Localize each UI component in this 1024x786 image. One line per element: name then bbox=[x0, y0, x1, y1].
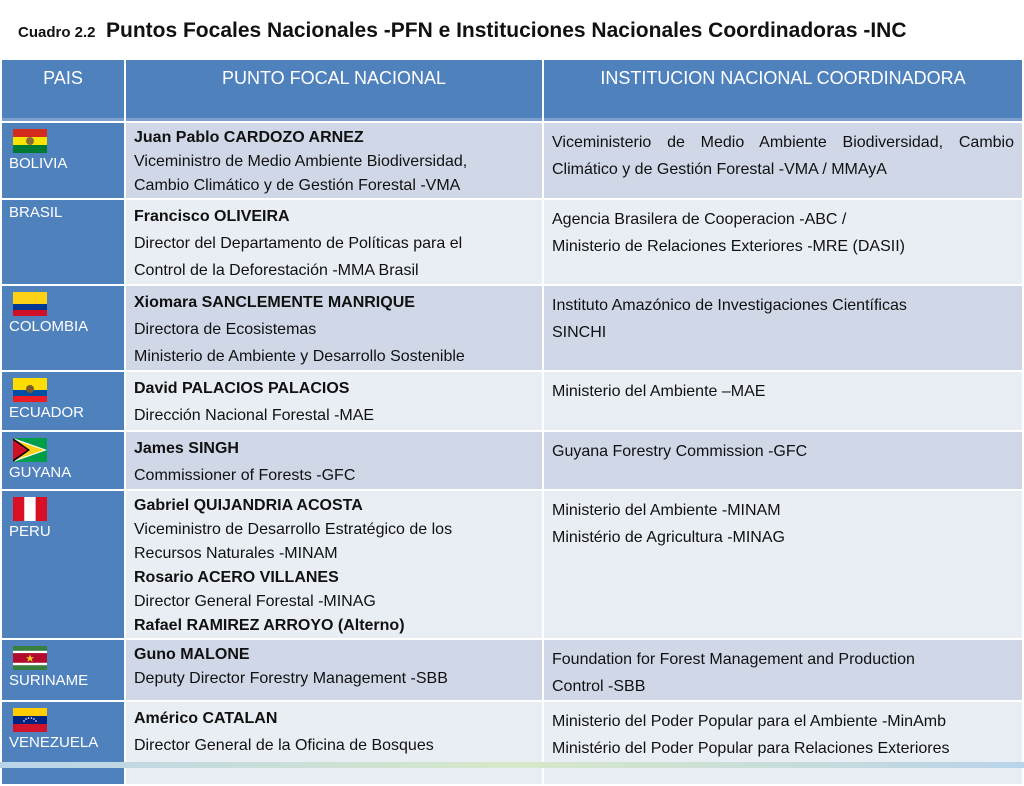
focal-point-role: Commissioner of Forests -GFC bbox=[134, 467, 356, 484]
table-row bbox=[1, 285, 1023, 371]
institution-cell bbox=[543, 701, 1023, 785]
institution-line: Ministerio del Ambiente -MINAM bbox=[552, 502, 781, 519]
institution-line: Ministério del Poder Popular para Relaciones Exteriores bbox=[552, 740, 950, 757]
country-name: PERU bbox=[9, 523, 51, 540]
focal-point-name: Guno MALONE bbox=[134, 646, 250, 663]
page-title bbox=[18, 14, 907, 48]
institution-cell bbox=[543, 199, 1023, 285]
country-cell bbox=[1, 122, 125, 199]
guyana-flag-icon bbox=[13, 438, 47, 462]
country-cell bbox=[1, 701, 125, 785]
suriname-flag-icon bbox=[13, 646, 47, 670]
institution-cell bbox=[543, 431, 1023, 490]
country-name: GUYANA bbox=[9, 464, 72, 481]
focal-point-role: Deputy Director Forestry Management -SBB bbox=[134, 670, 448, 687]
country-cell bbox=[1, 431, 125, 490]
country-cell bbox=[1, 199, 125, 285]
table-row bbox=[1, 431, 1023, 490]
table-row bbox=[1, 122, 1023, 199]
header-pfn: PUNTO FOCAL NACIONAL bbox=[125, 59, 543, 122]
focal-point-role: Director General Forestal -MINAG bbox=[134, 593, 376, 610]
ecuador-flag-icon bbox=[13, 378, 47, 402]
focal-point-role: Dirección Nacional Forestal -MAE bbox=[134, 407, 375, 424]
bottom-decoration bbox=[0, 762, 1024, 768]
country-name: COLOMBIA bbox=[9, 318, 89, 335]
peru-flag-icon bbox=[13, 497, 47, 521]
institution-line: SINCHI bbox=[552, 324, 607, 341]
title-main: Puntos Focales Nacionales -PFN e Instituciones Nacionales Coordinadoras -INC bbox=[105, 19, 907, 42]
institution-line: Ministério de Agricultura -MINAG bbox=[552, 529, 785, 546]
institution-line: Agencia Brasilera de Cooperacion -ABC / bbox=[552, 211, 847, 228]
focal-point-cell bbox=[125, 701, 543, 785]
focal-point-role: Control de la Deforestación -MMA Brasil bbox=[134, 262, 419, 279]
colombia-flag-icon bbox=[13, 292, 47, 316]
focal-points-table bbox=[0, 58, 1024, 786]
focal-point-cell bbox=[125, 371, 543, 431]
focal-point-role: Director General de la Oficina de Bosques bbox=[134, 737, 434, 754]
focal-point-role: Directora de Ecosistemas bbox=[134, 321, 317, 338]
institution-line: Instituto Amazónico de Investigaciones Científicas bbox=[552, 297, 907, 314]
table-row bbox=[1, 701, 1023, 785]
venezuela-flag-icon bbox=[13, 708, 47, 732]
country-name: ECUADOR bbox=[9, 404, 85, 421]
focal-point-role: Ministerio de Ambiente y Desarrollo Sostenible bbox=[134, 348, 465, 365]
table-row bbox=[1, 490, 1023, 639]
institution-line: Ministerio de Relaciones Exteriores -MRE (DASII) bbox=[552, 238, 905, 255]
focal-point-role: Director del Departamento de Políticas para el bbox=[134, 235, 463, 252]
table-header-row bbox=[1, 59, 1023, 122]
country-name: BRASIL bbox=[9, 204, 63, 221]
institution-cell bbox=[543, 285, 1023, 371]
institution-line: Foundation for Forest Management and Production bbox=[552, 651, 915, 668]
country-name: VENEZUELA bbox=[9, 734, 99, 751]
country-cell bbox=[1, 490, 125, 639]
institution-line: Control -SBB bbox=[552, 678, 646, 695]
table-row bbox=[1, 199, 1023, 285]
header-inc: INSTITUCION NACIONAL COORDINADORA bbox=[543, 59, 1023, 122]
focal-point-role: Recursos Naturales -MINAM bbox=[134, 545, 338, 562]
focal-point-cell bbox=[125, 285, 543, 371]
focal-point-cell bbox=[125, 122, 543, 199]
focal-point-name: Juan Pablo CARDOZO ARNEZ bbox=[134, 129, 364, 146]
institution-cell bbox=[543, 122, 1023, 199]
institution-cell bbox=[543, 371, 1023, 431]
institution-line: Cambio Climático y de Gestión Forestal -VMA / MMAyA bbox=[552, 134, 1014, 178]
institution-line: Ministerio del Poder Popular para el Ambiente -MinAmb bbox=[552, 713, 946, 730]
table-row bbox=[1, 371, 1023, 431]
institution-line: Ministerio del Ambiente –MAE bbox=[552, 383, 766, 400]
focal-point-role: Viceministro de Desarrollo Estratégico de los bbox=[134, 521, 453, 538]
focal-point-name: Francisco OLIVEIRA bbox=[134, 208, 290, 225]
focal-point-name: James SINGH bbox=[134, 440, 239, 457]
country-cell bbox=[1, 285, 125, 371]
header-pais: PAIS bbox=[1, 59, 125, 122]
institution-line: Guyana Forestry Commission -GFC bbox=[552, 443, 808, 460]
focal-point-name: Rafael RAMIREZ ARROYO (Alterno) bbox=[134, 617, 405, 634]
focal-point-cell bbox=[125, 490, 543, 639]
institution-cell bbox=[543, 639, 1023, 701]
focal-point-name: Gabriel QUIJANDRIA ACOSTA bbox=[134, 497, 363, 514]
institution-line: Viceministerio de Medio Ambiente Biodiversidad, bbox=[552, 134, 944, 151]
country-cell bbox=[1, 639, 125, 701]
focal-point-role: Cambio Climático y de Gestión Forestal -VMA bbox=[134, 177, 461, 194]
bolivia-flag-icon bbox=[13, 129, 47, 153]
title-prefix: Cuadro 2.2 bbox=[18, 24, 96, 41]
focal-point-name: Américo CATALAN bbox=[134, 710, 278, 727]
country-name: BOLIVIA bbox=[9, 155, 68, 172]
focal-point-cell bbox=[125, 639, 543, 701]
focal-point-name: Xiomara SANCLEMENTE MANRIQUE bbox=[134, 294, 415, 311]
focal-point-cell bbox=[125, 431, 543, 490]
focal-point-role: Viceministro de Medio Ambiente Biodiversidad, bbox=[134, 153, 468, 170]
country-name: SURINAME bbox=[9, 672, 89, 689]
institution-cell bbox=[543, 490, 1023, 639]
focal-point-name: Rosario ACERO VILLANES bbox=[134, 569, 339, 586]
table-row bbox=[1, 639, 1023, 701]
focal-point-name: David PALACIOS PALACIOS bbox=[134, 380, 350, 397]
country-cell bbox=[1, 371, 125, 431]
focal-point-cell bbox=[125, 199, 543, 285]
